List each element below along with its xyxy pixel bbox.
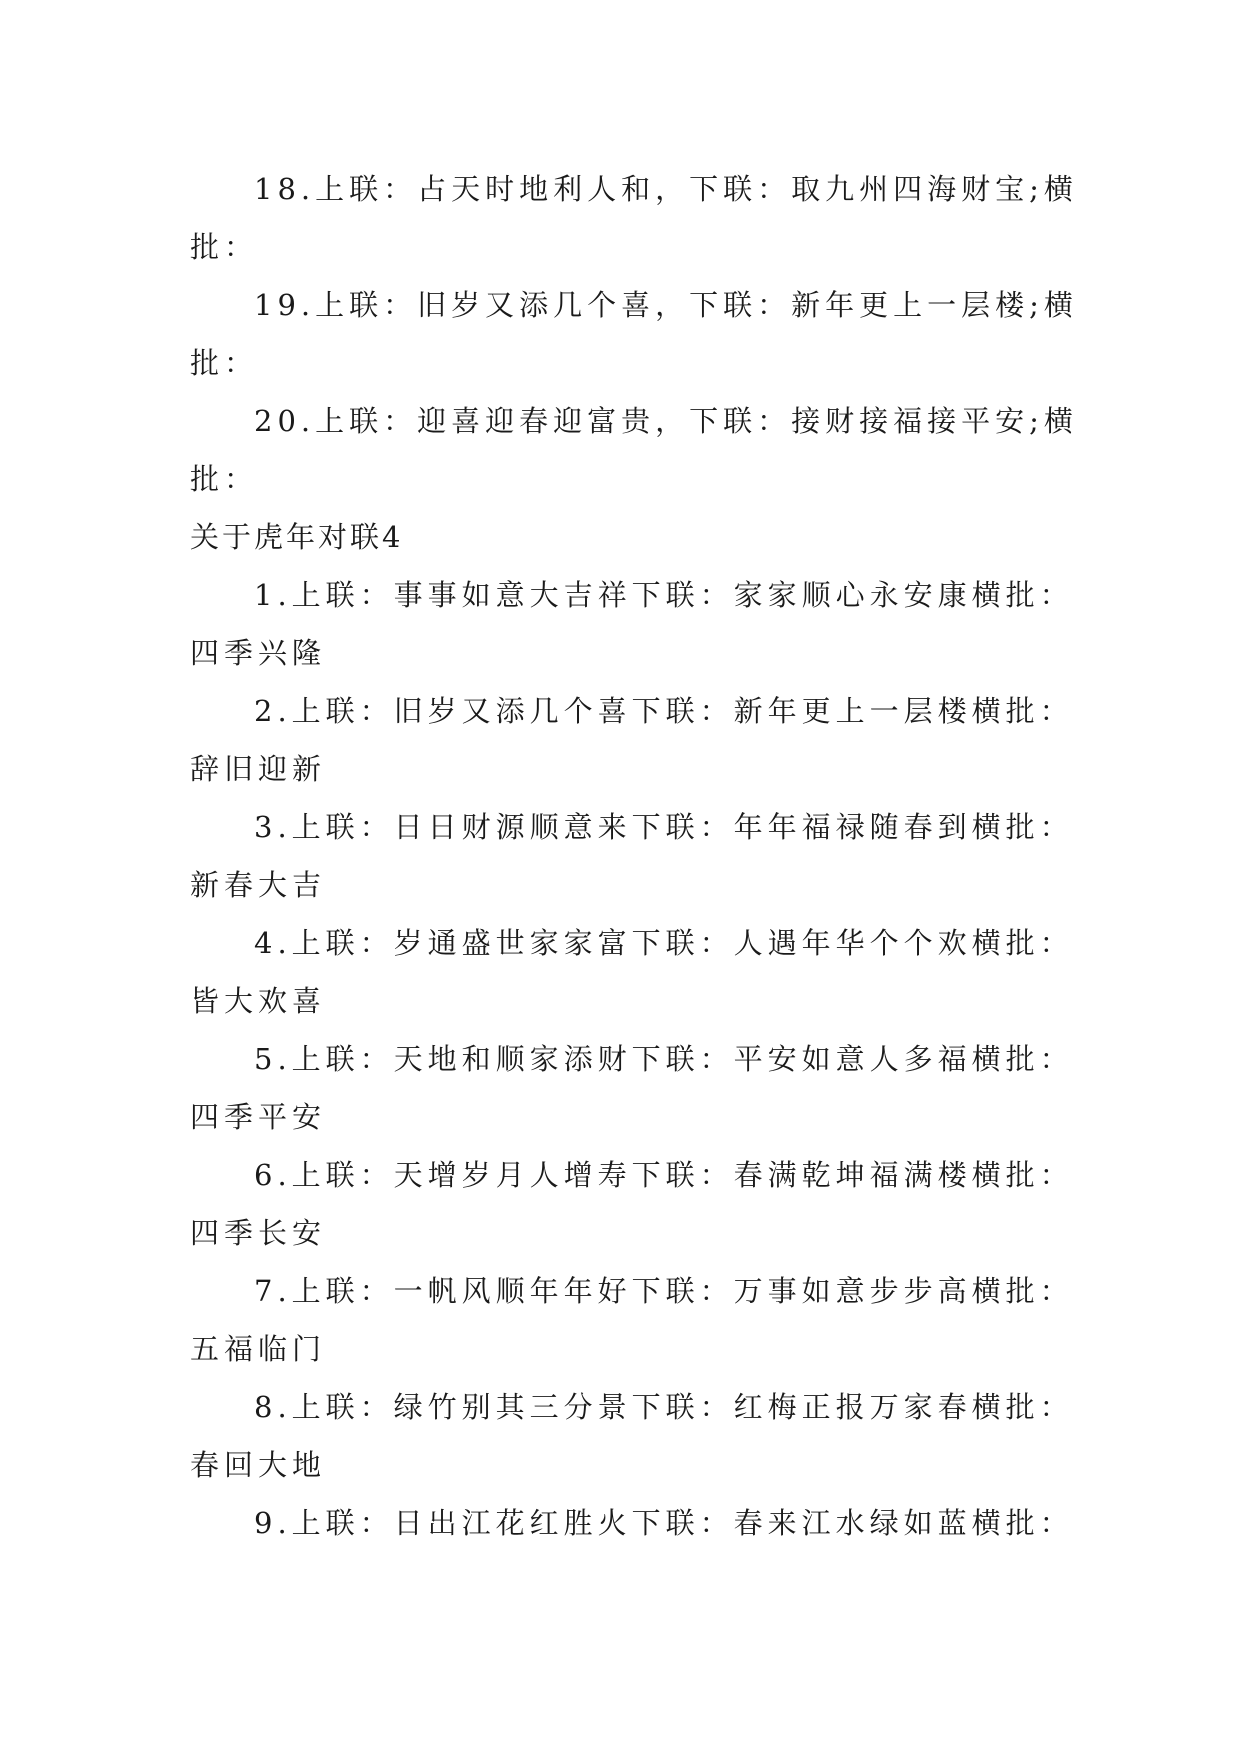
couplet-line: 8.上联：绿竹别其三分景下联：红梅正报万家春横批： <box>254 1390 1074 1424</box>
couplet-line: 5.上联：天地和顺家添财下联：平安如意人多福横批： <box>254 1042 1074 1076</box>
section-heading: 关于虎年对联4 <box>190 520 404 554</box>
couplet-line-continuation: 批： <box>190 230 259 264</box>
couplet-line-continuation: 新春大吉 <box>190 868 327 902</box>
couplet-line: 19.上联：旧岁又添几个喜，下联：新年更上一层楼;横 <box>254 288 1078 322</box>
couplet-line: 6.上联：天增岁月人增寿下联：春满乾坤福满楼横批： <box>254 1158 1074 1192</box>
couplet-line-continuation: 批： <box>190 462 259 496</box>
document-body <box>190 160 1078 1552</box>
couplet-line: 1.上联：事事如意大吉祥下联：家家顺心永安康横批： <box>254 578 1074 612</box>
couplet-line-continuation: 皆大欢喜 <box>190 984 327 1018</box>
couplet-line: 7.上联：一帆风顺年年好下联：万事如意步步高横批： <box>254 1274 1074 1308</box>
couplet-line-continuation: 春回大地 <box>190 1448 327 1482</box>
couplet-line-continuation: 批： <box>190 346 259 380</box>
couplet-line: 9.上联：日出江花红胜火下联：春来江水绿如蓝横批： <box>254 1506 1074 1540</box>
couplet-line: 18.上联：占天时地利人和，下联：取九州四海财宝;横 <box>254 172 1078 206</box>
couplet-line: 4.上联：岁通盛世家家富下联：人遇年华个个欢横批： <box>254 926 1074 960</box>
couplet-line: 2.上联：旧岁又添几个喜下联：新年更上一层楼横批： <box>254 694 1074 728</box>
couplet-line-continuation: 五福临门 <box>190 1332 327 1366</box>
couplet-line-continuation: 辞旧迎新 <box>190 752 327 786</box>
couplet-line: 3.上联：日日财源顺意来下联：年年福禄随春到横批： <box>254 810 1074 844</box>
couplet-line-continuation: 四季长安 <box>190 1216 327 1250</box>
couplet-line: 20.上联：迎喜迎春迎富贵，下联：接财接福接平安;横 <box>254 404 1078 438</box>
couplet-line-continuation: 四季兴隆 <box>190 636 327 670</box>
couplet-line-continuation: 四季平安 <box>190 1100 327 1134</box>
